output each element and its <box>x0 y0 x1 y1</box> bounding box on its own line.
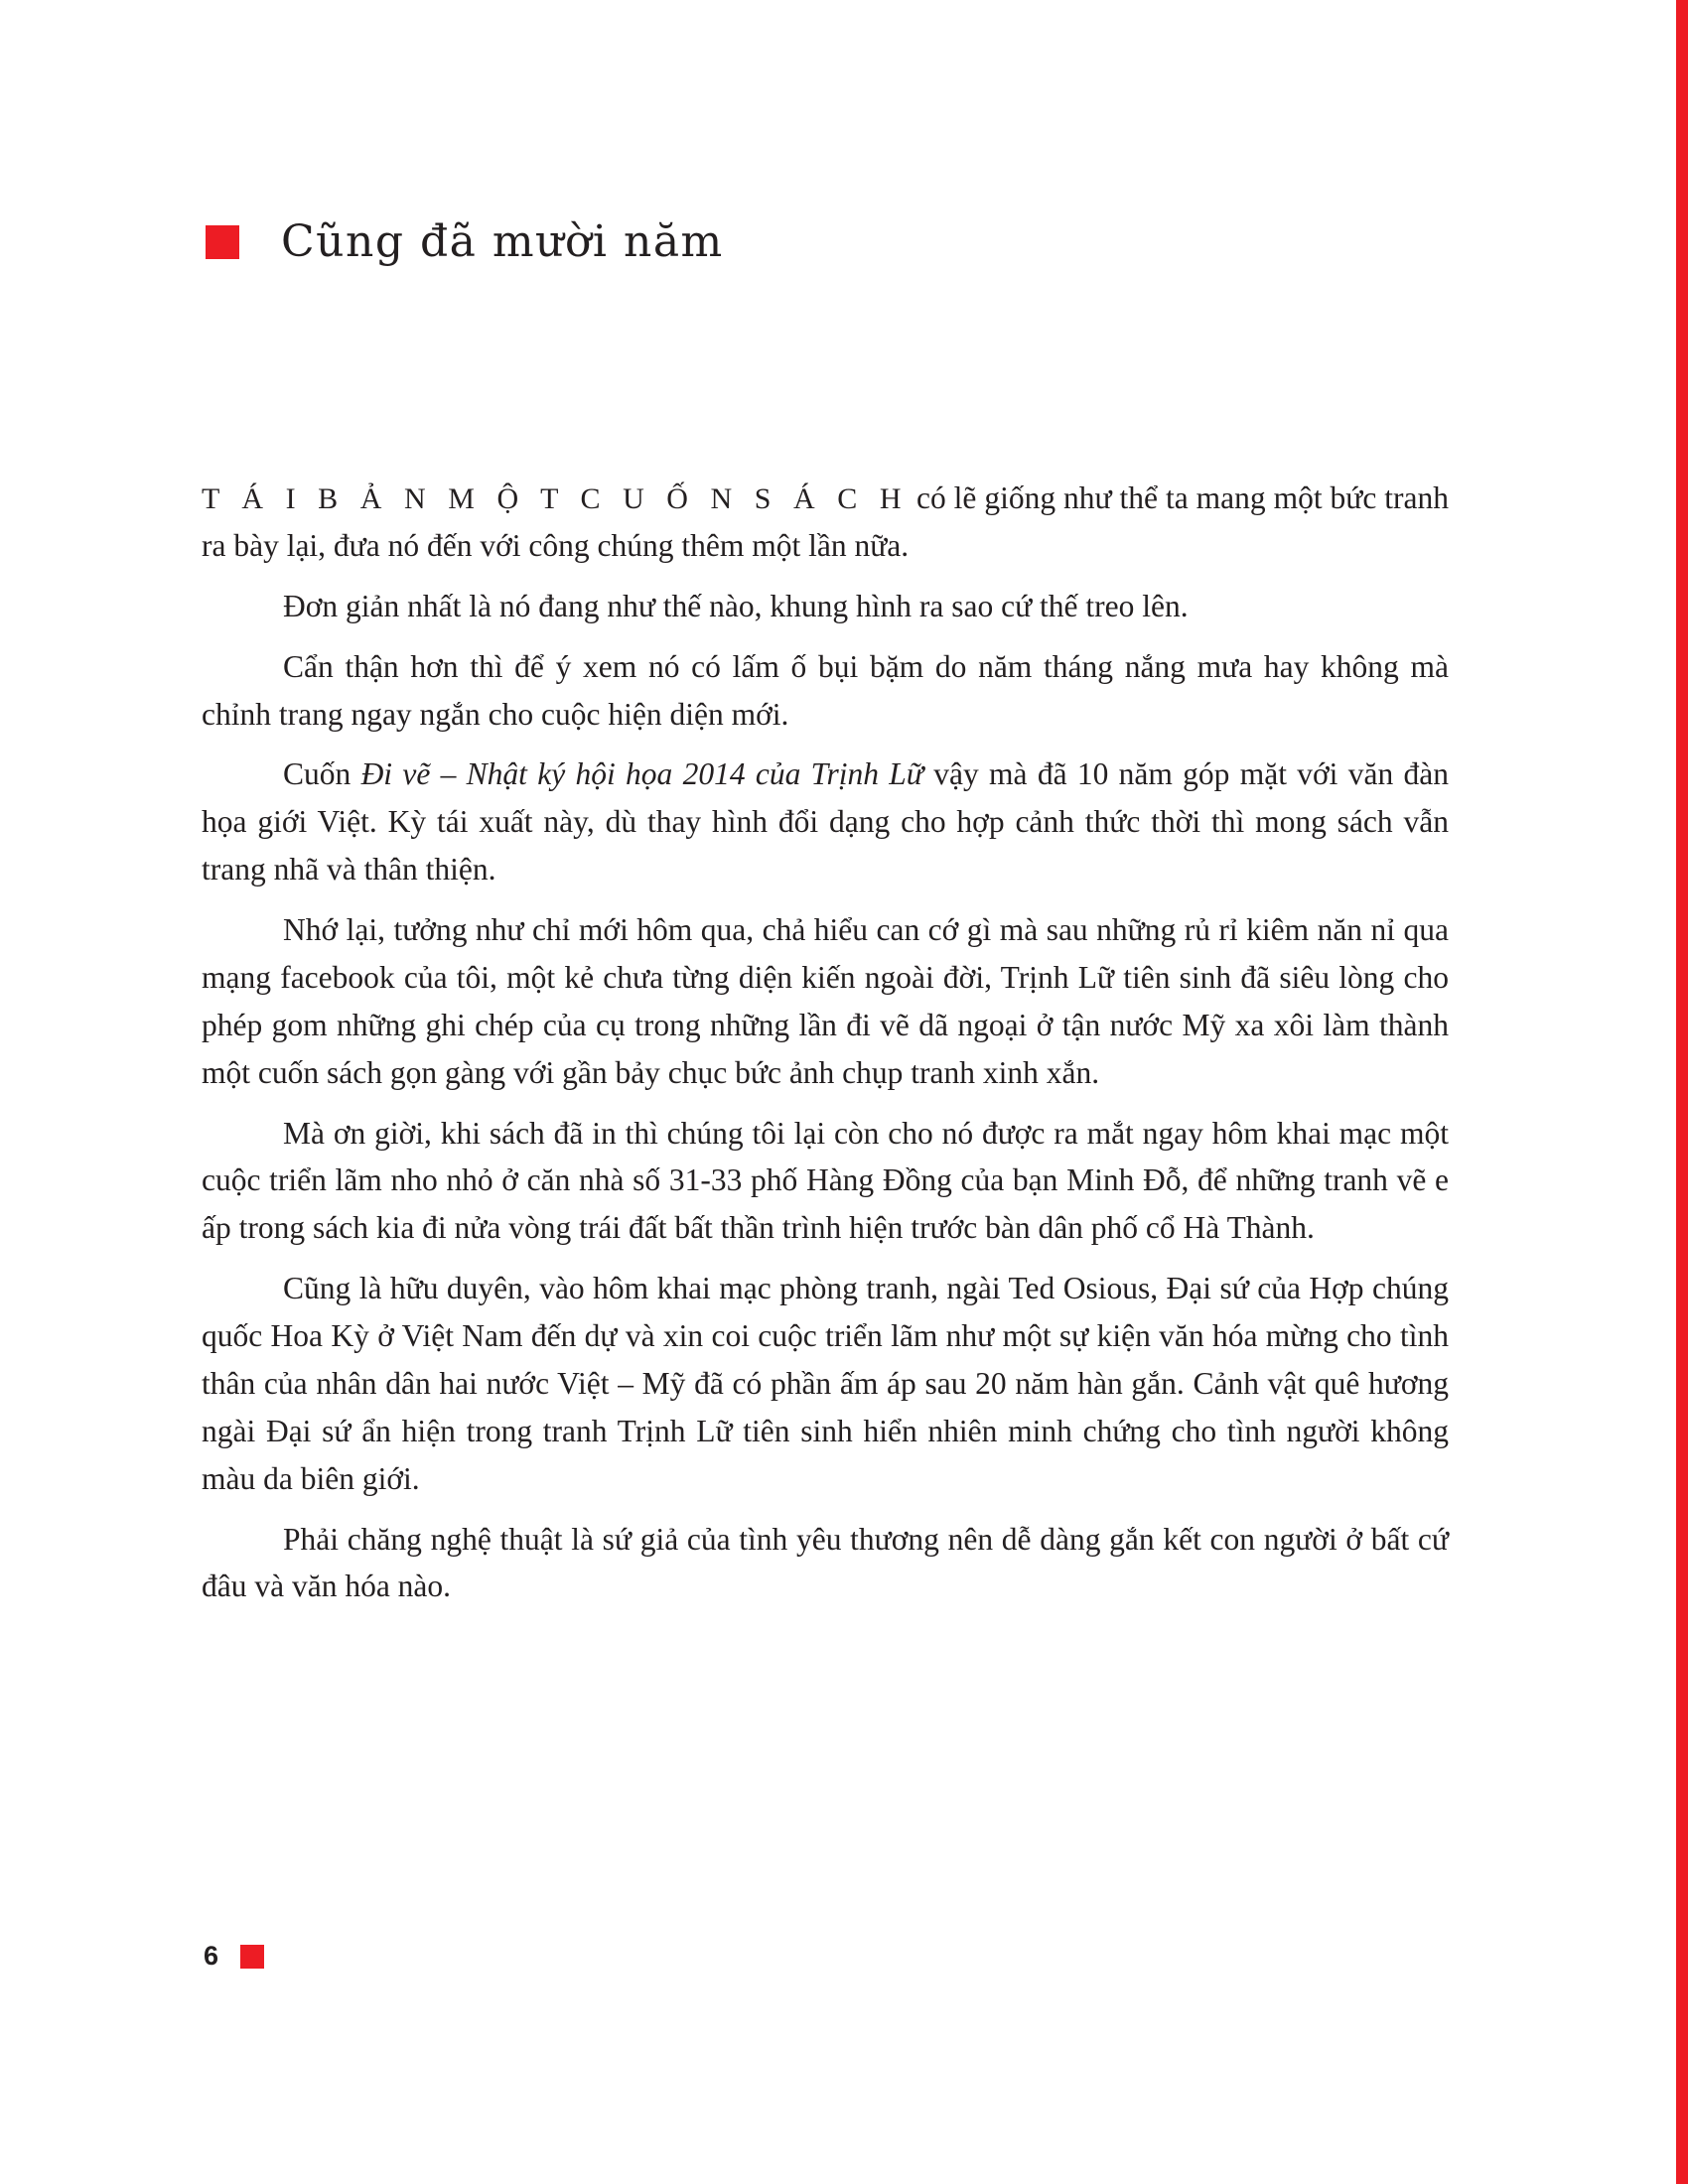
page-number: 6 <box>204 1941 219 1971</box>
paragraph-5: Nhớ lại, tưởng như chỉ mới hôm qua, chả hiểu can cớ gì mà sau những rủ rỉ kiêm năn nỉ qua mạng facebook của tôi, một kẻ chưa từng diện kiến ngoài đời, Trịnh Lữ tiên sinh đã siêu lòng cho phép gom những ghi chép của cụ trong những lần đi vẽ dã ngoại ở tận nước Mỹ xa xôi làm thành một cuốn sách gọn gàng với gần bảy chục bức ảnh chụp tranh xinh xắn. <box>202 912 1449 1090</box>
red-square-icon <box>206 225 239 259</box>
book-title-italic: Đi vẽ – Nhật ký hội họa 2014 của Trịnh Lữ <box>360 756 923 792</box>
opening-small-caps: T Á I B Ả N M Ộ T C U Ố N S Á C H <box>202 482 910 515</box>
page-title: Cũng đã mười năm <box>281 216 724 267</box>
paragraph-1 <box>202 475 1449 570</box>
chapter-heading <box>206 216 724 267</box>
page-footer <box>204 1941 264 1972</box>
paragraph-6: Mà ơn giời, khi sách đã in thì chúng tôi lại còn cho nó được ra mắt ngay hôm khai mạc một cuộc triển lãm nho nhỏ ở căn nhà số 31-33 phố Hàng Đồng của bạn Minh Đỗ, để những tranh vẽ e ấp trong sách kia đi nửa vòng trái đất bất thần trình hiện trước bàn dân phố cổ Hà Thành. <box>202 1115 1449 1246</box>
body-text-column <box>202 475 1449 1610</box>
right-edge-accent-bar <box>1676 0 1688 2184</box>
paragraph-4 <box>202 751 1449 893</box>
paragraph-2: Đơn giản nhất là nó đang như thế nào, khung hình ra sao cứ thế treo lên. <box>283 588 1189 623</box>
paragraph-4-before: Cuốn <box>283 756 361 792</box>
footer-red-square-icon <box>240 1945 264 1969</box>
paragraph-7: Cũng là hữu duyên, vào hôm khai mạc phòng tranh, ngài Ted Osious, Đại sứ của Hợp chúng quốc Hoa Kỳ ở Việt Nam đến dự và xin coi cuộc triển lãm như một sự kiện văn hóa mừng cho tình thân của nhân dân hai nước Việt – Mỹ đã có phần ấm áp sau 20 năm hàn gắn. Cảnh vật quê hương ngài Đại sứ ẩn hiện trong tranh Trịnh Lữ tiên sinh hiển nhiên minh chứng cho tình người không màu da biên giới. <box>202 1271 1449 1496</box>
paragraph-3: Cẩn thận hơn thì để ý xem nó có lấm ố bụi bặm do năm tháng nắng mưa hay không mà chỉnh trang ngay ngắn cho cuộc hiện diện mới. <box>202 648 1449 732</box>
paragraph-1-text: có lẽ giống như thể ta mang một bức tranh ra bày lại, đưa nó đến với công chúng thêm một lần nữa. <box>202 480 1449 563</box>
paragraph-8: Phải chăng nghệ thuật là sứ giả của tình yêu thương nên dễ dàng gắn kết con người ở bất cứ đâu và văn hóa nào. <box>202 1521 1449 1604</box>
paragraph-4-after: vậy mà đã 10 năm góp mặt với văn đàn họa giới Việt. Kỳ tái xuất này, dù thay hình đổi dạng cho hợp cảnh thức thời thì mong sách vẫn trang nhã và thân thiện. <box>202 756 1449 887</box>
